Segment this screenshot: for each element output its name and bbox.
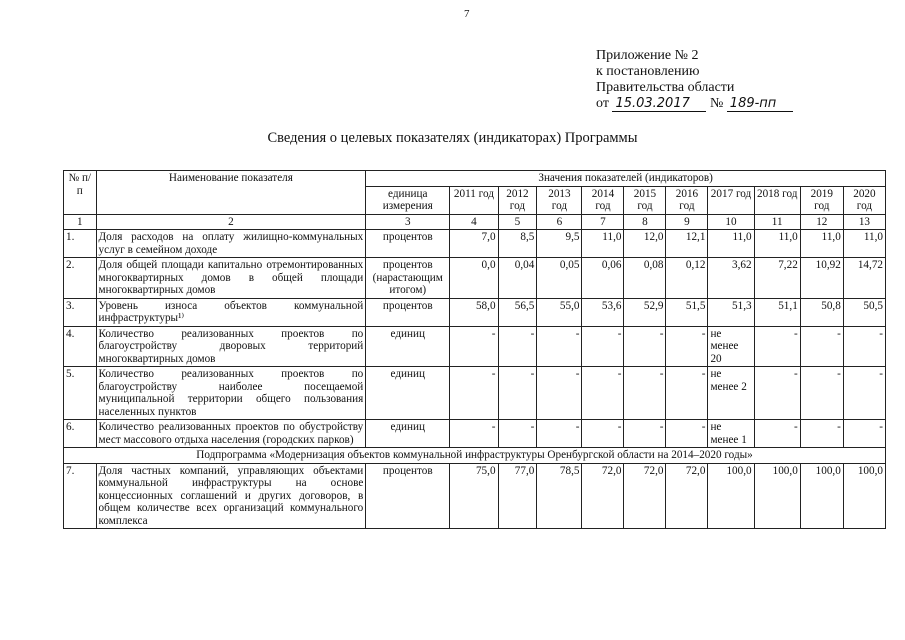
indicator-value: 3,62 — [708, 258, 754, 299]
header-year: 2016 год — [666, 186, 708, 214]
indicator-value: 51,5 — [666, 298, 708, 326]
column-number: 9 — [666, 214, 708, 230]
indicator-value: - — [582, 367, 624, 420]
header-year: 2013 год — [537, 186, 582, 214]
indicator-value: 72,0 — [582, 463, 624, 529]
indicator-value: - — [537, 420, 582, 448]
header-year: 2011 год — [450, 186, 498, 214]
indicator-value: 7,22 — [754, 258, 800, 299]
subprogram-title: Подпрограмма «Модернизация объектов коммунальной инфраструктуры Оренбургской области на 2014–2020 годы» — [64, 448, 886, 464]
row-number: 5. — [64, 367, 97, 420]
handwritten-number: 189-пп — [727, 97, 793, 112]
indicator-value: 0,04 — [498, 258, 537, 299]
table-row — [64, 298, 886, 326]
page-number: 7 — [464, 8, 470, 20]
indicator-value: - — [450, 420, 498, 448]
indicator-value: - — [582, 326, 624, 367]
indicator-value: - — [498, 367, 537, 420]
indicator-value: 0,08 — [624, 258, 666, 299]
indicator-unit: процентов (нарастающим итогом) — [366, 258, 450, 299]
indicator-value: 78,5 — [537, 463, 582, 529]
header-row — [64, 171, 886, 187]
indicator-value: - — [537, 367, 582, 420]
indicator-value: 72,0 — [624, 463, 666, 529]
row-number: 3. — [64, 298, 97, 326]
column-number: 3 — [366, 214, 450, 230]
indicator-value: 100,0 — [800, 463, 843, 529]
indicator-value: - — [450, 367, 498, 420]
indicator-value: - — [843, 326, 885, 367]
header-year: 2018 год — [754, 186, 800, 214]
indicator-value: 14,72 — [843, 258, 885, 299]
column-number: 10 — [708, 214, 754, 230]
table-body — [64, 171, 886, 529]
document-title: Сведения о целевых показателях (индикаторах) Программы — [267, 130, 638, 146]
appendix-line-1: Приложение № 2 — [596, 48, 699, 63]
indicator-name: Доля общей площади капитально отремонтированных многоквартирных домов в общей площади многоквартирных домов — [96, 258, 366, 299]
indicator-value: 72,0 — [666, 463, 708, 529]
indicator-name: Количество реализованных проектов по благоустройству дворовых территорий многоквартирных домов — [96, 326, 366, 367]
indicator-value: 100,0 — [843, 463, 885, 529]
indicator-value: 0,05 — [537, 258, 582, 299]
indicator-value: - — [666, 326, 708, 367]
row-number: 4. — [64, 326, 97, 367]
indicator-unit: единиц — [366, 367, 450, 420]
indicator-value: 9,5 — [537, 230, 582, 258]
indicator-value: 100,0 — [754, 463, 800, 529]
table-row — [64, 326, 886, 367]
column-number: 4 — [450, 214, 498, 230]
indicator-value: - — [800, 367, 843, 420]
indicator-value: не менее 20 — [708, 326, 754, 367]
indicator-value: 11,0 — [754, 230, 800, 258]
indicator-value: 0,12 — [666, 258, 708, 299]
indicator-value: 55,0 — [537, 298, 582, 326]
indicator-unit: процентов — [366, 230, 450, 258]
indicator-value: 8,5 — [498, 230, 537, 258]
indicator-unit: процентов — [366, 298, 450, 326]
column-number: 1 — [64, 214, 97, 230]
column-number: 5 — [498, 214, 537, 230]
indicators-table — [63, 170, 886, 529]
indicator-value: - — [843, 367, 885, 420]
subprogram-row — [64, 448, 886, 464]
indicator-value: 51,1 — [754, 298, 800, 326]
header-year: 2017 год — [708, 186, 754, 214]
indicator-value: - — [537, 326, 582, 367]
indicator-value: 52,9 — [624, 298, 666, 326]
indicator-value: - — [800, 420, 843, 448]
indicator-value: 12,0 — [624, 230, 666, 258]
header-year: 2019 год — [800, 186, 843, 214]
table-row — [64, 463, 886, 529]
row-number: 6. — [64, 420, 97, 448]
indicator-value: не менее 1 — [708, 420, 754, 448]
table-row — [64, 258, 886, 299]
table-row — [64, 420, 886, 448]
indicator-value: - — [450, 326, 498, 367]
indicator-value: - — [498, 420, 537, 448]
indicator-value: - — [498, 326, 537, 367]
column-number: 7 — [582, 214, 624, 230]
column-number: 11 — [754, 214, 800, 230]
indicator-value: 100,0 — [708, 463, 754, 529]
indicator-name: Уровень износа объектов коммунальной инфраструктуры¹⁾ — [96, 298, 366, 326]
header-values-group: Значения показателей (индикаторов) — [366, 171, 886, 187]
indicator-unit: единиц — [366, 326, 450, 367]
row-number: 1. — [64, 230, 97, 258]
column-numbers-row — [64, 214, 886, 230]
column-number: 12 — [800, 214, 843, 230]
indicator-value: 11,0 — [708, 230, 754, 258]
indicator-value: 7,0 — [450, 230, 498, 258]
indicator-value: не менее 2 — [708, 367, 754, 420]
indicator-value: - — [843, 420, 885, 448]
indicator-value: - — [624, 420, 666, 448]
indicator-value: - — [666, 367, 708, 420]
header-year: 2020 год — [843, 186, 885, 214]
indicator-value: 10,92 — [800, 258, 843, 299]
appendix-date-line — [596, 96, 793, 112]
indicator-value: - — [666, 420, 708, 448]
header-year: 2012 год — [498, 186, 537, 214]
header-year: 2014 год — [582, 186, 624, 214]
header-num: № п/п — [64, 171, 97, 215]
row-number: 2. — [64, 258, 97, 299]
indicator-name: Количество реализованных проектов по благоустройству наиболее посещаемой муниципальной территории общего пользования населенных пунктов — [96, 367, 366, 420]
indicator-value: 11,0 — [800, 230, 843, 258]
table-row — [64, 230, 886, 258]
header-unit: единица измерения — [366, 186, 450, 214]
indicator-unit: единиц — [366, 420, 450, 448]
column-number: 2 — [96, 214, 366, 230]
indicator-value: - — [582, 420, 624, 448]
column-number: 13 — [843, 214, 885, 230]
header-year: 2015 год — [624, 186, 666, 214]
column-number: 6 — [537, 214, 582, 230]
appendix-header — [596, 48, 793, 112]
indicator-value: - — [624, 326, 666, 367]
indicator-value: 51,3 — [708, 298, 754, 326]
indicator-value: - — [754, 420, 800, 448]
indicator-value: 0,0 — [450, 258, 498, 299]
indicator-value: 0,06 — [582, 258, 624, 299]
indicator-name: Количество реализованных проектов по обустройству мест массового отдыха населения (городских парков) — [96, 420, 366, 448]
indicator-value: 77,0 — [498, 463, 537, 529]
indicator-value: - — [754, 326, 800, 367]
appendix-line-3: Правительства области — [596, 80, 735, 95]
indicator-value: - — [624, 367, 666, 420]
indicator-value: - — [754, 367, 800, 420]
indicator-value: 53,6 — [582, 298, 624, 326]
indicator-value: 56,5 — [498, 298, 537, 326]
indicator-name: Доля расходов на оплату жилищно-коммунальных услуг в семейном доходе — [96, 230, 366, 258]
from-label: от — [596, 96, 609, 111]
indicator-value: - — [800, 326, 843, 367]
appendix-line-2: к постановлению — [596, 64, 700, 79]
handwritten-date: 15.03.2017 — [612, 97, 706, 112]
indicator-value: 11,0 — [582, 230, 624, 258]
column-number: 8 — [624, 214, 666, 230]
number-label: № — [709, 96, 724, 111]
indicator-value: 12,1 — [666, 230, 708, 258]
indicator-name: Доля частных компаний, управляющих объектами коммунальной инфраструктуры на основе концессионных соглашений и других договоров, в общем количестве всех организаций коммунального комплекса — [96, 463, 366, 529]
table-row — [64, 367, 886, 420]
indicator-value: 50,8 — [800, 298, 843, 326]
indicator-value: 58,0 — [450, 298, 498, 326]
indicator-value: 11,0 — [843, 230, 885, 258]
indicator-value: 75,0 — [450, 463, 498, 529]
indicator-value: 50,5 — [843, 298, 885, 326]
header-name: Наименование показателя — [96, 171, 366, 215]
row-number: 7. — [64, 463, 97, 529]
indicator-unit: процентов — [366, 463, 450, 529]
